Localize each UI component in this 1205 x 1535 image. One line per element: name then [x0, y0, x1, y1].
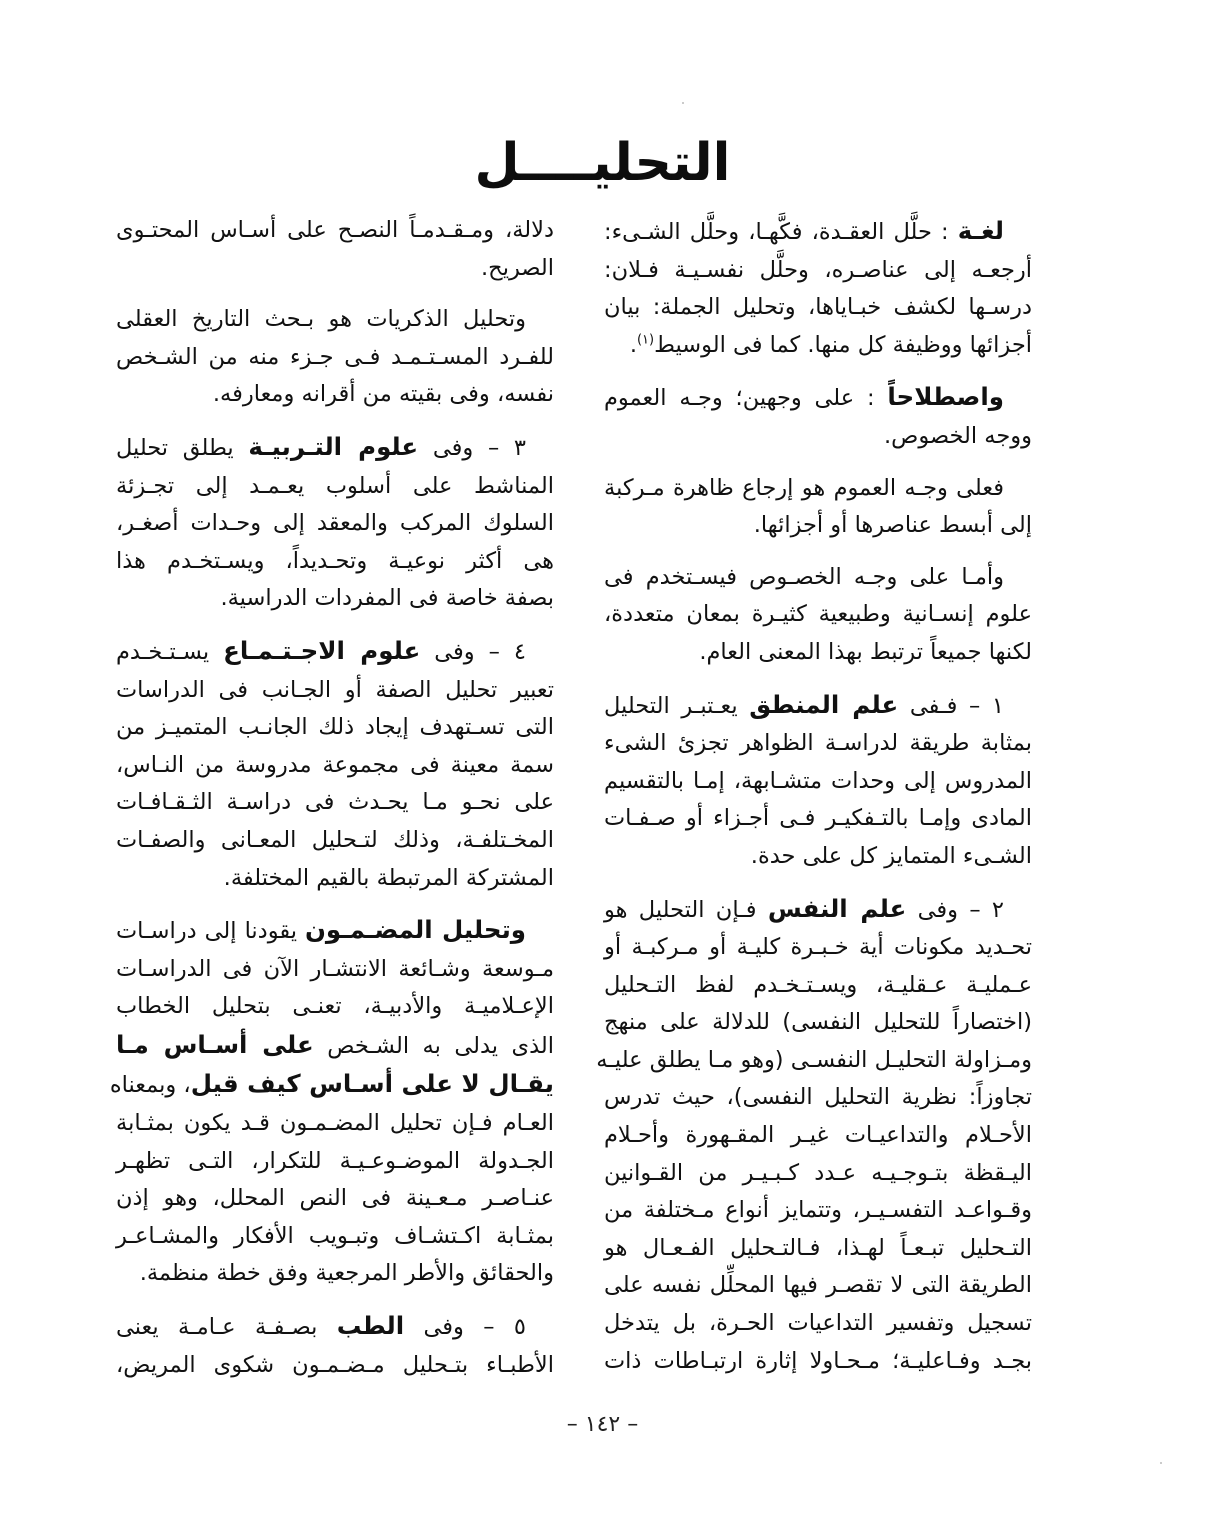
paragraph-istilahan: [604, 378, 1032, 455]
text-line: والحقائق والأطر المرجعية وفق خطة منظمة.: [139, 1260, 554, 1287]
text-line: للفـرد المسـتـمـد فـى جـزء منه من الشـخص: [116, 343, 554, 370]
right-column: [596, 212, 1032, 1394]
text-line: فعلى وجـه العموم هو إرجاع ظاهرة مـركبة: [604, 474, 1004, 501]
page-title: التحليــــل: [474, 133, 731, 193]
text-line: بصفة خاصة فى المفردات الدراسية.: [220, 585, 554, 612]
footnote-marker[interactable]: (١): [636, 332, 655, 348]
text-line: الإعـلاميـة والأدبيـة، تعنـى بتحليل الخطاب: [116, 993, 554, 1020]
text-line: أجزائها ووظيفة كل منها. كما فى الوسيط$^{(١)}$.: [629, 331, 1032, 358]
scan-speck: [682, 102, 684, 104]
text-line: التـحليل تبـعـاً لهـذا، فـالتـحليل الفـعـال هو: [604, 1234, 1032, 1261]
text-line: تحـديد مكونات أية خـبـرة كليـة أو مـركبـة أو: [604, 934, 1032, 961]
bold-phrase: يقـال لا على أسـاس كيف قيل: [190, 1069, 554, 1099]
text-line: ٣ – وفى علوم التـربيـة يطلق تحليل: [116, 431, 526, 461]
text-line: الأحـلام والتداعيـات غيـر المقـهورة وأحـلام: [604, 1122, 1032, 1149]
text-line: الشـىء المتمايز كل على حدة.: [750, 842, 1032, 869]
text-line: الطريقة التى لا تقصـر فيها المحلِّل نفسه على: [604, 1272, 1032, 1299]
text-line: بجـد وفـاعليـة؛ مـحـاولا إثارة ارتبـاطات ذات: [604, 1347, 1032, 1374]
paragraph-content-analysis: [109, 911, 554, 1293]
bold-term: علوم الاجـتـمـاع: [223, 635, 421, 665]
text-line: نفسه، وفى بقيته من أقرانه ومعارفه.: [212, 381, 554, 408]
text-line: ووجه الخصوص.: [884, 422, 1032, 449]
text-line: الأطبـاء بتـحليل مـضـمـون شكوى المريض،: [116, 1351, 554, 1378]
text-line: بمثابة طريقة لدراسـة الظواهر تجزئ الشىء: [604, 730, 1032, 757]
text-line: المشتركة المرتبطة بالقيم المختلفة.: [223, 864, 554, 891]
text-line: وقـواعـد التفسـيـر، وتتمايز أنواع مـختلفة من: [604, 1197, 1032, 1224]
paragraph-general-sense: [604, 470, 1032, 545]
text-line: تسجيل وتفسير التداعيات الحـرة، بل يتدخل: [604, 1310, 1032, 1337]
page-number: – ١٤٢ –: [566, 1412, 639, 1437]
paragraph-specific-sense: [604, 559, 1032, 672]
text-line: الذى يدلى به الشـخص على أسـاس مـا: [116, 1029, 554, 1059]
text-line: وتحليل المضـمـون يقودنا إلى دراسـات: [116, 915, 526, 945]
text-line: عنـاصـر مـعـينة فى النص المحلل، وهو إذن: [116, 1185, 554, 1212]
text-line: سمة معينة فى مجموعة مدروسة من النـاس،: [116, 751, 554, 778]
text-line: هى أكثر نوعيـة وتحـديداً، ويسـتخـدم هذا: [116, 547, 554, 574]
text-line: وأمـا على وجـه الخصـوص فيسـتخدم فى: [604, 563, 1004, 590]
paragraph-medicine: [116, 1307, 554, 1384]
text-line: (اختصاراً للتحليل النفسى) للدلالة على منهج: [604, 1009, 1032, 1036]
text-line: إلى أبسط عناصرها أو أجزائها.: [753, 512, 1032, 539]
bold-term: علوم التـربيـة: [248, 431, 419, 461]
left-column: [109, 212, 554, 1398]
text-line: المدروس إلى وحدات متشـابهة، إمـا بالتقسيم: [604, 767, 1032, 794]
text-line: ٤ – وفى علوم الاجـتـمـاع يسـتـخـدم: [116, 635, 526, 665]
text-line: درسـها لكشف خبـاياها، وتحليل الجملة: بيان: [604, 294, 1032, 321]
paragraph-education: [116, 428, 554, 618]
paragraph-continuation: [116, 212, 554, 287]
text-line: العـام فـإن تحليل المضـمـون قـد يكون بمثـابة: [116, 1110, 554, 1137]
bold-term: علم النفس: [767, 893, 907, 923]
text-line: على نحـو مـا يحـدث فى دراسـة الثـقـافـات: [116, 789, 554, 816]
text-line: وتحليل الذكريات هو بـحث التاريخ العقلى: [116, 306, 526, 333]
text-line: المادى وإمـا بالتـفكيـر فـى أجـزاء أو صـفـات: [604, 805, 1032, 832]
scan-speck: [1160, 1462, 1162, 1464]
text-line: دلالة، ومـقـدمـاً النصـح على أسـاس المحتـوى: [116, 217, 554, 243]
text-line: المخـتلفـة، وذلك لتـحليل المعـانى والصفـات: [116, 826, 554, 853]
text-line: ١ – فـفى علم المنطق يعـتبـر التحليل: [604, 689, 1004, 719]
paragraph-psychology: [596, 890, 1032, 1381]
text-line: بمثـابة اكـتشـاف وتبـويب الأفكار والمشـاعـر: [116, 1222, 554, 1249]
paragraph-lugha: [604, 212, 1032, 364]
text-line: مـوسعة وشـائعة الانتشـار الآن فى الدراسـات: [116, 955, 554, 982]
bold-term: علم المنطق: [749, 689, 899, 719]
bold-term: وتحليل المضـمـون: [305, 915, 526, 945]
text-line: تجاوزاً: نظرية التحليل النفسى)، حيث تدرس: [604, 1084, 1032, 1111]
bold-term: لغـة: [957, 216, 1004, 245]
text-line: واصطلاحاً : على وجهين؛ وجـه العموم: [604, 382, 1004, 412]
text-line: تعبير تحليل الصفة أو الجـانب فى الدراسات: [116, 676, 554, 703]
text-line: ٥ – وفى الطب بصـفـة عـامـة يعنى: [116, 1311, 526, 1341]
text-line: التى تسـتهدف إيجاد ذلك الجانـب المتميـز من: [116, 714, 554, 741]
bold-phrase: على أسـاس مـا: [116, 1029, 314, 1059]
text-line: عـمليـة عـقليـة، ويسـتـخـدم لفظ التـحليل: [604, 971, 1032, 998]
text-line: الصريح.: [481, 254, 554, 281]
paragraph-sociology: [116, 632, 554, 897]
text-line: ٢ – وفى علم النفس فـإن التحليل هو: [604, 893, 1004, 923]
text-line: ومـزاولة التحليـل النفسـى (وهو مـا يطلق عليـه: [596, 1046, 1032, 1073]
bold-term: واصطلاحاً: [887, 382, 1004, 412]
paragraph-memories: [116, 301, 554, 414]
text-line: علوم إنسـانية وطبيعية كثيـرة بمعان متعددة،: [604, 601, 1032, 628]
text-line: لكنها جميعاً ترتبط بهذا المعنى العام.: [699, 638, 1032, 665]
text-line: أرجعـه إلى عناصـره، وحلَّل نفسـيـة فـلان:: [604, 256, 1032, 283]
paragraph-logic: [604, 686, 1032, 876]
text-line: لغـة : حلَّل العقـدة، فكَّهـا، وحلَّل الشـىء:: [604, 216, 1004, 245]
text-line: المناشط على أسلوب يعـمـد إلى تجـزئة: [116, 472, 554, 499]
text-line: الجـدولة الموضـوعـيـة للتكرار، التـى تظهـر: [116, 1147, 554, 1174]
text-line: يقـال لا على أسـاس كيف قيل، وبمعناه: [109, 1069, 554, 1099]
bold-term: الطب: [336, 1311, 405, 1341]
text-line: السلوك المركب والمعقد إلى وحـدات أصغـر،: [116, 510, 554, 537]
text-line: اليـقظة بتـوجـيـه عـدد كـبـيـر من القـوانين: [604, 1159, 1032, 1186]
